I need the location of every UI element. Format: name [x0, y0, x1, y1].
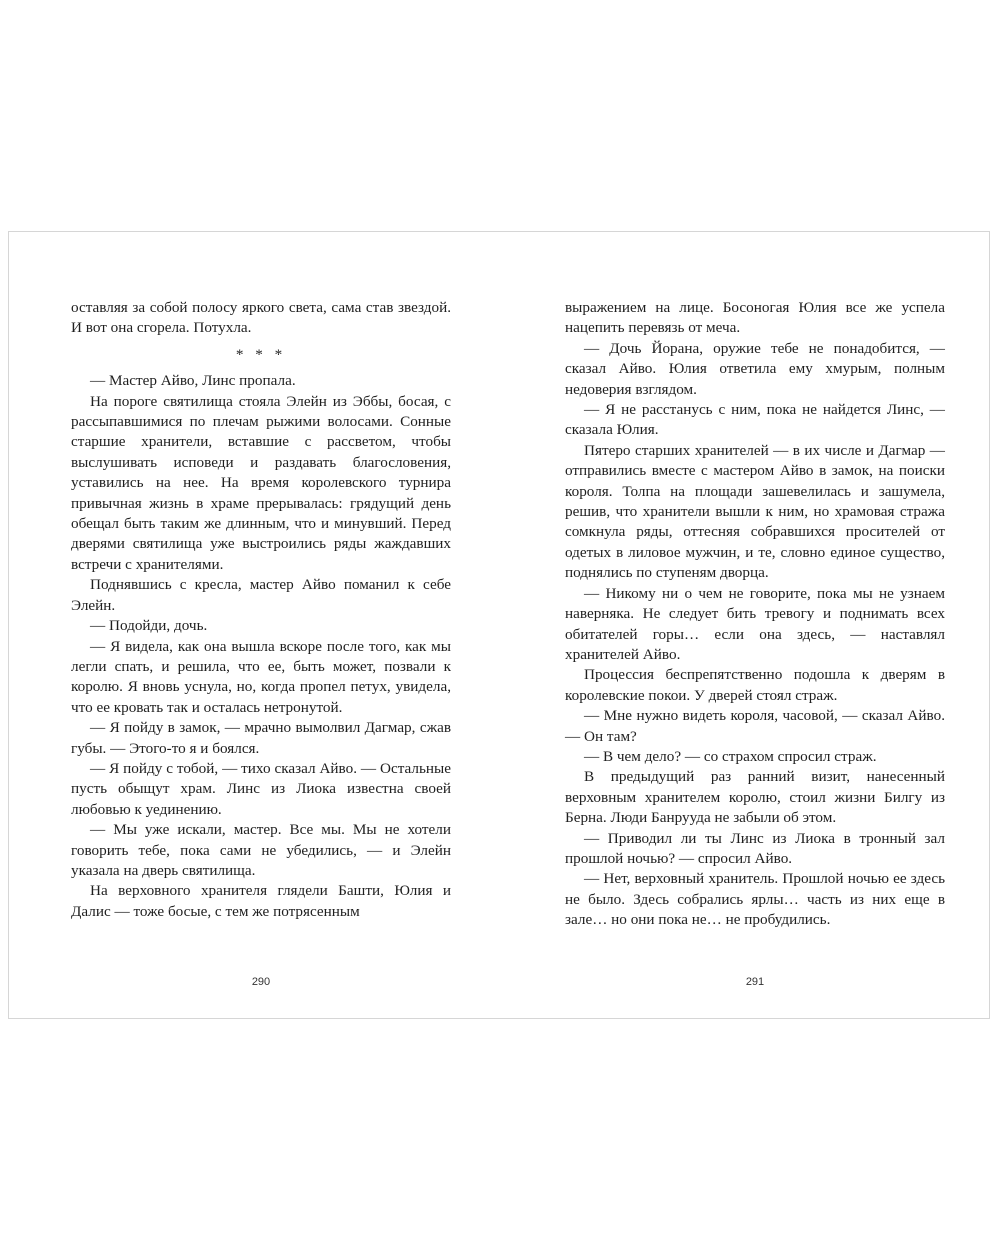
right-page	[565, 232, 945, 1020]
paragraph: оставляя за собой полосу яркого света, сама став звездой. И вот она сгорела. Потухла.	[71, 299, 451, 337]
paragraph: — Я не расстанусь с ним, пока не найдется Линс, — сказала Юлия.	[565, 401, 945, 439]
paragraph: — Я видела, как она вышла вскоре после того, как мы легли спать, и решила, что ее, быть может, позвали к королю. Я вновь уснула, но, когда пропел петух, увидела, что ее кровать так и осталась нетронутой.	[71, 637, 451, 716]
right-page-text	[565, 298, 945, 931]
paragraph: — В чем дело? — со страхом спросил страж.	[584, 747, 877, 765]
paragraph: Пятеро старших хранителей — в их числе и Дагмар — отправились вместе с мастером Айво в замок, на поиски короля. Толпа на площади зашевелилась и зашумела, решив, что хранители вышли к ним, но храмовая стража сомкнула ряды, оттесняя собравшихся просителей от одетых в лиловое мужчин, и те, словно единое существо, поднялись по ступеням дворца.	[565, 441, 945, 582]
page-number: 290	[251, 976, 271, 988]
section-separator: * * *	[235, 345, 287, 363]
paragraph: — Никому ни о чем не говорите, пока мы не узнаем наверняка. Не следует бить тревогу и поднимать всех обитателей горы… если она здесь, — наставлял хранителей Айво.	[565, 584, 945, 663]
paragraph: — Мне нужно видеть короля, часовой, — сказал Айво. — Он там?	[565, 707, 945, 745]
paragraph: — Нет, верховный хранитель. Прошлой ночью ее здесь не было. Здесь собрались ярлы… часть из них еще в зале… но они пока не… не пробудились.	[565, 870, 945, 929]
paragraph: — Мастер Айво, Линс пропала.	[90, 372, 296, 390]
paragraph: Процессия беспрепятственно подошла к дверям в королевские покои. У дверей стоял страж.	[565, 666, 945, 704]
page-number: 291	[745, 976, 765, 988]
paragraph: — Я пойду с тобой, — тихо сказал Айво. — Остальные пусть обыщут храм. Линс из Лиока известна своей любовью к уединению.	[71, 759, 451, 818]
left-page-text	[71, 298, 451, 922]
book-spread	[8, 231, 990, 1019]
paragraph: Поднявшись с кресла, мастер Айво поманил к себе Элейн.	[71, 576, 451, 614]
paragraph: — Приводил ли ты Линс из Лиока в тронный зал прошлой ночью? — спросил Айво.	[565, 829, 945, 867]
paragraph: — Дочь Йорана, оружие тебе не понадобится, — сказал Айво. Юлия ответила ему хмурым, полным недоверия взглядом.	[565, 339, 945, 398]
paragraph: — Мы уже искали, мастер. Все мы. Мы не хотели говорить тебе, пока сами не убедились, — и Элейн указала на дверь святилища.	[71, 821, 451, 879]
paragraph: выражением на лице. Босоногая Юлия все же успела нацепить перевязь от меча.	[565, 299, 945, 337]
paragraph: В предыдущий раз ранний визит, нанесенный верховным хранителем королю, стоил жизни Билгу из Берна. Люди Банрууда не забыли об этом.	[565, 768, 945, 827]
paragraph: На пороге святилища стояла Элейн из Эббы, босая, с рассыпавшимися по плечам рыжими волосами. Сонные старшие хранители, вставшие с рассветом, чтобы выслушивать исповеди и раздавать благословения, уставились на нее. На время королевского турнира привычная жизнь в храме прерывалась: грядущий день обещал быть таким же длинным, что и минувший. Перед дверями святилища уже выстроились ряды жаждавших встречи с хранителями.	[71, 392, 451, 573]
paragraph: — Подойди, дочь.	[90, 617, 208, 635]
paragraph: — Я пойду в замок, — мрачно вымолвил Дагмар, сжав губы. — Этого-то я и боялся.	[71, 719, 451, 757]
left-page	[71, 232, 451, 1020]
paragraph: На верховного хранителя глядели Башти, Юлия и Далис — тоже босые, с тем же потрясенным	[71, 882, 451, 920]
